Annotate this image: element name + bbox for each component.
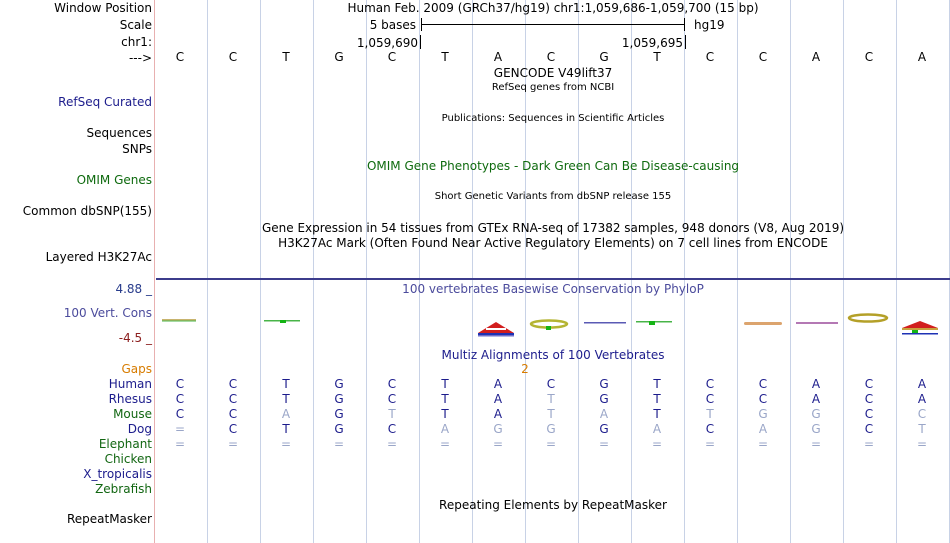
aligned-base: =	[439, 437, 451, 451]
conservation-track-title[interactable]: 100 vertebrates Basewise Conservation by PhyloP	[402, 282, 704, 296]
aligned-base: C	[864, 422, 874, 436]
conservation-mark-7	[478, 322, 514, 337]
aligned-base: G	[334, 407, 344, 421]
aligned-base: =	[174, 422, 186, 436]
aligned-base: A	[652, 422, 662, 436]
reference-base: C	[705, 50, 715, 64]
h3k27ac-track-title[interactable]: H3K27Ac Mark (Often Found Near Active Regulatory Elements) on 7 cell lines from ENCODE	[278, 236, 828, 250]
aligned-base: C	[387, 422, 397, 436]
multiz-track-title[interactable]: Multiz Alignments of 100 Vertebrates	[441, 348, 665, 362]
conservation-mark-8	[531, 321, 567, 331]
aligned-base: G	[599, 377, 609, 391]
aligned-base: G	[758, 407, 768, 421]
conservation-logo-graph[interactable]	[156, 300, 950, 340]
reference-base: G	[599, 50, 609, 64]
aligned-base: G	[334, 392, 344, 406]
reference-base: T	[441, 50, 449, 64]
aligned-base: G	[811, 422, 821, 436]
conservation-mark-12	[744, 322, 782, 325]
aligned-base: A	[917, 392, 927, 406]
aligned-base: =	[386, 437, 398, 451]
species-label[interactable]: X_tropicalis	[83, 467, 152, 481]
ruler-tick-right	[685, 35, 686, 49]
aligned-base: G	[811, 407, 821, 421]
aligned-base: T	[388, 407, 396, 421]
window-position-value[interactable]: Human Feb. 2009 (GRCh37/hg19) chr1:1,059,686-1,059,700 (15 bp)	[347, 1, 759, 15]
aligned-base: A	[493, 377, 503, 391]
chrom-label: chr1:	[121, 35, 152, 49]
dbsnp-track-title[interactable]: Short Genetic Variants from dbSNP release 155	[434, 191, 672, 202]
aligned-base: C	[175, 377, 185, 391]
aligned-base: =	[757, 437, 769, 451]
aligned-base: G	[493, 422, 503, 436]
scale-bar	[421, 24, 685, 25]
grid-line	[260, 0, 261, 543]
aligned-base: C	[758, 392, 768, 406]
aligned-base: A	[493, 407, 503, 421]
scale-db: hg19	[694, 18, 725, 32]
aligned-base: C	[387, 392, 397, 406]
species-label[interactable]: Chicken	[104, 452, 152, 466]
aligned-base: T	[706, 407, 714, 421]
reference-base: T	[653, 50, 661, 64]
conservation-mark-10	[636, 321, 672, 325]
aligned-base: G	[546, 422, 556, 436]
aligned-base: T	[547, 407, 555, 421]
conservation-mark-3	[264, 320, 300, 323]
reference-base: C	[228, 50, 238, 64]
conservation-min-label: -4.5 _	[118, 331, 152, 345]
aligned-base: =	[651, 437, 663, 451]
aligned-base: =	[810, 437, 822, 451]
aligned-base: A	[917, 377, 927, 391]
ruler-tick-left	[420, 35, 421, 49]
species-label[interactable]: Rhesus	[108, 392, 152, 406]
reference-base: C	[546, 50, 556, 64]
aligned-base: A	[440, 422, 450, 436]
aligned-base: C	[705, 422, 715, 436]
label-separator	[154, 0, 155, 543]
aligned-base: T	[918, 422, 926, 436]
ruler-position-right: 1,059,695	[621, 36, 683, 50]
species-label[interactable]: Dog	[127, 422, 152, 436]
aligned-base: G	[599, 422, 609, 436]
scale-bar-left-tick	[421, 18, 422, 31]
aligned-base: C	[864, 407, 874, 421]
conservation-max-label: 4.88 _	[115, 282, 152, 296]
aligned-base: A	[811, 392, 821, 406]
scale-bar-right-tick	[684, 18, 685, 31]
aligned-base: T	[653, 377, 661, 391]
conservation-mark-13	[796, 322, 838, 324]
gaps-label[interactable]: Gaps	[121, 362, 152, 376]
reference-base: A	[811, 50, 821, 64]
reference-base: C	[175, 50, 185, 64]
aligned-base: T	[282, 422, 290, 436]
aligned-base: A	[599, 407, 609, 421]
strand-label: --->	[128, 51, 152, 65]
aligned-base: A	[493, 392, 503, 406]
aligned-base: C	[228, 392, 238, 406]
scale-value: 5 bases	[369, 18, 416, 32]
conservation-mark-1	[162, 319, 196, 322]
publications-track-title[interactable]: Publications: Sequences in Scientific Articles	[441, 113, 665, 124]
aligned-base: T	[653, 407, 661, 421]
aligned-base: C	[917, 407, 927, 421]
conservation-mark-9	[584, 322, 626, 324]
window-position-label: Window Position	[54, 1, 152, 15]
conservation-track-label[interactable]: 100 Vert. Cons	[63, 306, 152, 320]
repeatmasker-label[interactable]: RepeatMasker	[66, 512, 152, 526]
species-label[interactable]: Zebrafish	[95, 482, 152, 496]
grid-line	[207, 0, 208, 543]
aligned-base: C	[228, 407, 238, 421]
grid-line	[843, 0, 844, 543]
grid-line	[366, 0, 367, 543]
aligned-base: =	[704, 437, 716, 451]
aligned-base: =	[492, 437, 504, 451]
aligned-base: G	[334, 422, 344, 436]
reference-base: C	[864, 50, 874, 64]
aligned-base: =	[227, 437, 239, 451]
aligned-base: =	[863, 437, 875, 451]
repeatmasker-track-title[interactable]: Repeating Elements by RepeatMasker	[439, 498, 667, 512]
common-dbsnp-label[interactable]: Common dbSNP(155)	[22, 204, 152, 218]
gtex-track-title[interactable]: Gene Expression in 54 tissues from GTEx RNA-seq of 17382 samples, 948 donors (V8, Aug 2019)	[261, 221, 845, 235]
conservation-mark-15	[902, 321, 938, 335]
grid-line	[419, 0, 420, 543]
species-label[interactable]: Human	[108, 377, 152, 391]
aligned-base: C	[758, 377, 768, 391]
aligned-base: T	[441, 392, 449, 406]
aligned-base: =	[598, 437, 610, 451]
layered-h3k27ac-label[interactable]: Layered H3K27Ac	[45, 250, 152, 264]
ruler-position-left: 1,059,690	[356, 36, 418, 50]
aligned-base: C	[864, 392, 874, 406]
grid-line	[737, 0, 738, 543]
sequences-label[interactable]: Sequences	[86, 126, 152, 140]
aligned-base: A	[281, 407, 291, 421]
snps-label[interactable]: SNPs	[122, 142, 152, 156]
grid-line	[790, 0, 791, 543]
grid-line	[472, 0, 473, 543]
aligned-base: T	[282, 377, 290, 391]
aligned-base: T	[547, 392, 555, 406]
reference-base: C	[387, 50, 397, 64]
gaps-count: 2	[521, 362, 529, 376]
refseq-track-subtitle: RefSeq genes from NCBI	[491, 82, 615, 93]
aligned-base: C	[228, 377, 238, 391]
refseq-curated-label[interactable]: RefSeq Curated	[58, 95, 152, 109]
aligned-base: C	[864, 377, 874, 391]
grid-line	[684, 0, 685, 543]
grid-line	[896, 0, 897, 543]
scale-label: Scale	[119, 18, 152, 32]
aligned-base: =	[545, 437, 557, 451]
aligned-base: T	[441, 407, 449, 421]
aligned-base: =	[916, 437, 928, 451]
reference-base: T	[282, 50, 290, 64]
conservation-mark-14	[849, 315, 887, 322]
aligned-base: A	[758, 422, 768, 436]
species-label[interactable]: Mouse	[113, 407, 152, 421]
aligned-base: C	[705, 377, 715, 391]
aligned-base: C	[705, 392, 715, 406]
aligned-base: T	[282, 392, 290, 406]
aligned-base: C	[175, 407, 185, 421]
reference-base: A	[917, 50, 927, 64]
aligned-base: T	[441, 377, 449, 391]
aligned-base: C	[175, 392, 185, 406]
aligned-base: =	[280, 437, 292, 451]
aligned-base: C	[387, 377, 397, 391]
aligned-base: =	[174, 437, 186, 451]
gencode-track-title[interactable]: GENCODE V49lift37	[493, 66, 613, 80]
omim-genes-label[interactable]: OMIM Genes	[76, 173, 152, 187]
aligned-base: =	[333, 437, 345, 451]
aligned-base: C	[228, 422, 238, 436]
aligned-base: G	[599, 392, 609, 406]
aligned-base: C	[546, 377, 556, 391]
track-divider	[156, 278, 950, 280]
aligned-base: T	[653, 392, 661, 406]
aligned-base: A	[811, 377, 821, 391]
reference-base: C	[758, 50, 768, 64]
grid-line	[631, 0, 632, 543]
reference-base: G	[334, 50, 344, 64]
grid-line	[313, 0, 314, 543]
aligned-base: G	[334, 377, 344, 391]
omim-track-title[interactable]: OMIM Gene Phenotypes - Dark Green Can Be Disease-causing	[366, 159, 740, 173]
reference-base: A	[493, 50, 503, 64]
species-label[interactable]: Elephant	[98, 437, 152, 451]
